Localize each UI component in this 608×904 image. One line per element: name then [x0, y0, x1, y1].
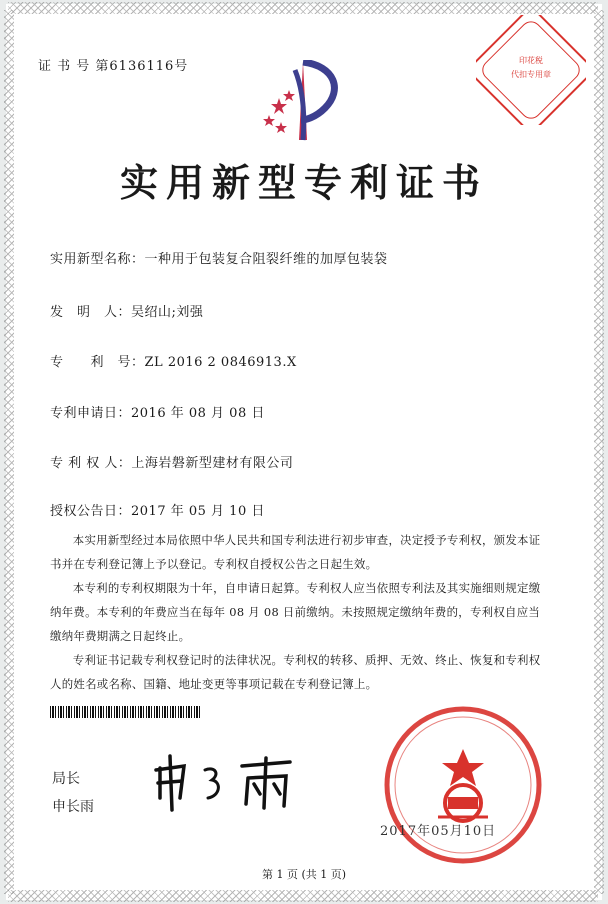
field-value: 吴绍山;刘强	[131, 305, 204, 320]
decorative-border-left	[4, 10, 14, 894]
barcode	[50, 706, 200, 718]
legal-text	[50, 528, 550, 696]
field-application-date	[50, 402, 265, 421]
field-value: 2017 年 05 月 10 日	[131, 504, 265, 519]
signer-title: 局长	[52, 771, 80, 787]
page-number: 第 1 页 (共 1 页)	[261, 868, 347, 881]
field-patentee	[50, 452, 293, 471]
field-label: 授权公告日：	[50, 504, 132, 519]
field-label: 专利申请日：	[50, 406, 132, 421]
field-label: 发 明 人：	[50, 305, 132, 320]
svg-text:代扣专用章: 代扣专用章	[511, 70, 551, 79]
field-inventor	[50, 301, 203, 320]
tax-stamp	[476, 15, 586, 129]
certificate-number: 证 书 号 第6136116号	[38, 59, 189, 74]
sipo-logo-icon	[255, 60, 345, 154]
paragraph: 本专利的专利权期限为十年，自申请日起算。专利权人应当依照专利法及其实施细则规定缴纳年费。本专利的年费应当在每年 08 月 08 日前缴纳。未按照规定缴纳年费的，专利权自应当缴纳年费期满之日起终止。	[50, 581, 541, 643]
field-label: 专 利 号：	[50, 355, 145, 370]
certificate-title: 实用新型专利证书	[119, 160, 488, 205]
field-value: 2016 年 08 月 08 日	[131, 406, 265, 421]
field-label: 专 利 权 人：	[50, 456, 132, 471]
field-value: 一种用于包装复合阻裂纤维的加厚包装袋	[144, 252, 388, 267]
field-patent-number	[50, 351, 297, 370]
signer-name: 申长雨	[52, 799, 94, 815]
field-value: 上海岩磐新型建材有限公司	[131, 456, 294, 471]
decorative-border-top	[8, 2, 598, 14]
field-grant-date	[50, 500, 265, 519]
paragraph: 专利证书记载专利权登记时的法律状况。专利权的转移、质押、无效、终止、恢复和专利权人的姓名或名称、国籍、地址变更等事项记载在专利登记簿上。	[50, 653, 541, 691]
seal-date: 2017年05月10日	[380, 824, 497, 839]
official-seal	[368, 705, 558, 869]
paragraph: 本实用新型经过本局依照中华人民共和国专利法进行初步审查，决定授予专利权，颁发本证书并在专利登记簿上予以登记。专利权自授权公告之日起生效。	[50, 533, 541, 571]
svg-text:印花税: 印花税	[519, 56, 543, 65]
field-value: ZL 2016 2 0846913.X	[144, 355, 297, 370]
field-label: 实用新型名称：	[50, 252, 145, 267]
field-utility-model-name	[50, 248, 388, 267]
decorative-border-bottom	[8, 890, 598, 902]
decorative-border-right	[594, 10, 604, 894]
handwritten-signature	[150, 748, 310, 822]
